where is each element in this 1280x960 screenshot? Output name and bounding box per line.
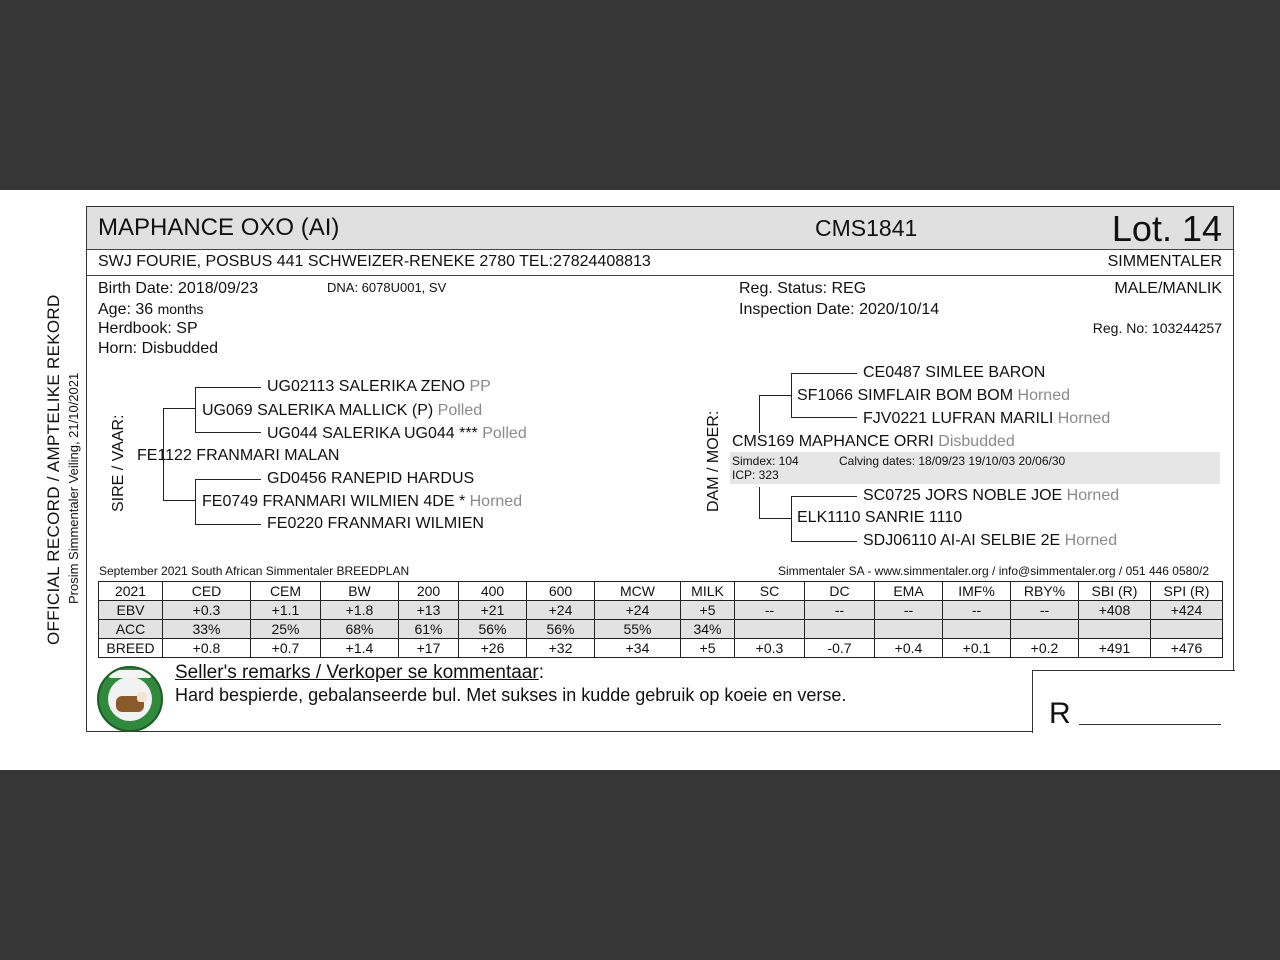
table-cell: +0.3 (735, 639, 805, 658)
age-unit: months (157, 301, 204, 317)
table-cell: CEM (251, 582, 321, 601)
table-cell: +491 (1079, 639, 1151, 658)
pedigree-dam-dam-dam: SDJ06110 AI-AI SELBIE 2E Horned (863, 532, 1118, 549)
pedigree-dam-sire: SF1066 SIMFLAIR BOM BOM Horned (797, 387, 1070, 404)
table-cell (1151, 620, 1223, 639)
price-line[interactable] (1079, 724, 1221, 725)
table-cell: +476 (1151, 639, 1223, 658)
society-logo-icon (97, 666, 163, 732)
table-cell: DC (805, 582, 875, 601)
table-cell: 25% (251, 620, 321, 639)
pedigree-sire-dam-dam: FE0220 FRANMARI WILMIEN (267, 515, 484, 532)
remarks-heading: Seller's remarks / Verkoper se kommentaar: (175, 662, 544, 683)
horn-tag: Horned (1064, 532, 1118, 549)
table-cell: +5 (681, 639, 735, 658)
table-cell: 200 (399, 582, 459, 601)
table-cell: 55% (595, 620, 681, 639)
row-label: EBV (99, 601, 163, 620)
table-cell: +1.1 (251, 601, 321, 620)
pedigree-dam: CMS169 MAPHANCE ORRI Disbudded (732, 433, 1015, 450)
table-cell: +32 (527, 639, 595, 658)
table-cell: +0.8 (163, 639, 251, 658)
table-row (99, 601, 1223, 620)
row-label: BREED (99, 639, 163, 658)
table-cell: -- (875, 601, 943, 620)
owner-row (87, 250, 1233, 276)
card-header (87, 207, 1233, 250)
horn-status: Horn: Disbudded (98, 340, 219, 357)
horn-tag: Horned (1017, 387, 1070, 404)
animal-code: CMS1841 (815, 215, 918, 241)
table-cell: 56% (527, 620, 595, 639)
breedplan-contact: Simmentaler SA - www.simmentaler.org / info@simmentaler.org / 051 446 0580/2 (777, 564, 1209, 578)
animal-name: MAPHANCE OXO (AI) (98, 214, 340, 241)
auction-label: Prosim Simmentaler Veiling, 21/10/2021 (66, 372, 81, 604)
official-record-label: OFFICIAL RECORD / AMPTELIKE REKORD (44, 294, 63, 645)
table-cell (875, 620, 943, 639)
pedigree-sire-dam-sire: GD0456 RANEPID HARDUS (267, 470, 475, 487)
table-cell (1079, 620, 1151, 639)
dam-label: DAM / MOER: (705, 410, 722, 512)
herdbook: Herdbook: SP (98, 320, 198, 337)
pedigree-sire-sire-dam: UG044 SALERIKA UG044 *** Polled (267, 425, 527, 442)
owner-details: SWJ FOURIE, POSBUS 441 SCHWEIZER-RENEKE 2780 TEL:27824408813 (98, 253, 651, 270)
pedigree-dam-dam-sire: SC0725 JORS NOBLE JOE Horned (863, 487, 1120, 504)
age (98, 301, 204, 319)
table-cell: +21 (459, 601, 527, 620)
table-cell (805, 620, 875, 639)
table-cell: MILK (681, 582, 735, 601)
table-cell: -- (735, 601, 805, 620)
pedigree-dam-dam: ELK1110 SANRIE 1110 (797, 509, 963, 526)
table-cell: +26 (459, 639, 527, 658)
table-cell: -- (943, 601, 1011, 620)
table-cell: +24 (527, 601, 595, 620)
horn-tag: Horned (469, 493, 523, 510)
inspection-date: Inspection Date: 2020/10/14 (739, 301, 940, 318)
table-cell: -- (805, 601, 875, 620)
row-label: ACC (99, 620, 163, 639)
table-cell: 34% (681, 620, 735, 639)
table-cell: SPI (R) (1151, 582, 1223, 601)
table-cell: BW (321, 582, 399, 601)
table-cell: +17 (399, 639, 459, 658)
table-cell: +0.4 (875, 639, 943, 658)
table-cell: +1.4 (321, 639, 399, 658)
table-cell: +0.3 (163, 601, 251, 620)
table-row (99, 639, 1223, 658)
table-cell: +0.1 (943, 639, 1011, 658)
table-cell: 600 (527, 582, 595, 601)
pedigree-sire: FE1122 FRANMARI MALAN (137, 447, 340, 464)
birth-date: Birth Date: 2018/09/23 (98, 280, 259, 297)
table-cell: +24 (595, 601, 681, 620)
table-row (99, 620, 1223, 639)
breed-name: SIMMENTALER (1107, 253, 1222, 270)
age-value: Age: 36 (98, 301, 154, 318)
remarks-text: Hard bespierde, gebalanseerde bul. Met sukses in kudde gebruik op koeie en verse. (175, 685, 847, 705)
pedigree-dam-sire-sire: CE0487 SIMLEE BARON (863, 364, 1046, 381)
table-cell: +5 (681, 601, 735, 620)
pedigree-sire-sire-sire: UG02113 SALERIKA ZENO PP (267, 378, 491, 395)
table-cell: 61% (399, 620, 459, 639)
row-label: 2021 (99, 582, 163, 601)
price-currency: R (1049, 697, 1071, 730)
table-cell: SBI (R) (1079, 582, 1151, 601)
breedplan-table (98, 581, 1223, 658)
simdex: Simdex: 104 (732, 454, 799, 468)
table-cell: 400 (459, 582, 527, 601)
lot-card (86, 206, 1234, 732)
table-cell (735, 620, 805, 639)
table-cell: 33% (163, 620, 251, 639)
table-cell: +408 (1079, 601, 1151, 620)
table-cell: +0.2 (1011, 639, 1079, 658)
horn-tag: Horned (1066, 487, 1120, 504)
horn-tag: PP (469, 378, 491, 395)
table-cell: +34 (595, 639, 681, 658)
table-header-row (99, 582, 1223, 601)
table-cell: +424 (1151, 601, 1223, 620)
lot-number: Lot. 14 (1111, 208, 1222, 249)
horn-tag: Disbudded (938, 433, 1015, 450)
sex: MALE/MANLIK (1114, 280, 1222, 297)
horn-tag: Polled (482, 425, 527, 442)
table-cell (1011, 620, 1079, 639)
table-cell: EMA (875, 582, 943, 601)
icp: ICP: 323 (732, 468, 779, 482)
pedigree-sire-dam: FE0749 FRANMARI WILMIEN 4DE * Horned (202, 493, 523, 510)
table-cell: RBY% (1011, 582, 1079, 601)
horn-tag: Polled (437, 402, 483, 419)
table-cell: MCW (595, 582, 681, 601)
table-cell: +1.8 (321, 601, 399, 620)
table-cell: SC (735, 582, 805, 601)
reg-number: Reg. No: 103244257 (1092, 320, 1222, 336)
horn-tag: Horned (1057, 410, 1111, 427)
table-cell: +0.7 (251, 639, 321, 658)
table-cell: 56% (459, 620, 527, 639)
table-cell: -- (1011, 601, 1079, 620)
sire-label: SIRE / VAAR: (110, 414, 127, 512)
table-cell: -0.7 (805, 639, 875, 658)
calving-dates: Calving dates: 18/09/23 19/10/03 20/06/30 (839, 454, 1066, 468)
table-cell: 68% (321, 620, 399, 639)
table-cell: IMF% (943, 582, 1011, 601)
breedplan-title: September 2021 South African Simmentaler BREEDPLAN (99, 564, 410, 578)
table-cell: +13 (399, 601, 459, 620)
pedigree-dam-sire-dam: FJV0221 LUFRAN MARILI Horned (863, 410, 1111, 427)
table-cell: CED (163, 582, 251, 601)
reg-status: Reg. Status: REG (739, 280, 867, 297)
table-cell (943, 620, 1011, 639)
pedigree-sire-sire: UG069 SALERIKA MALLICK (P) Polled (202, 402, 483, 419)
price-box (1032, 670, 1235, 733)
dna-info: DNA: 6078U001, SV (327, 280, 447, 295)
